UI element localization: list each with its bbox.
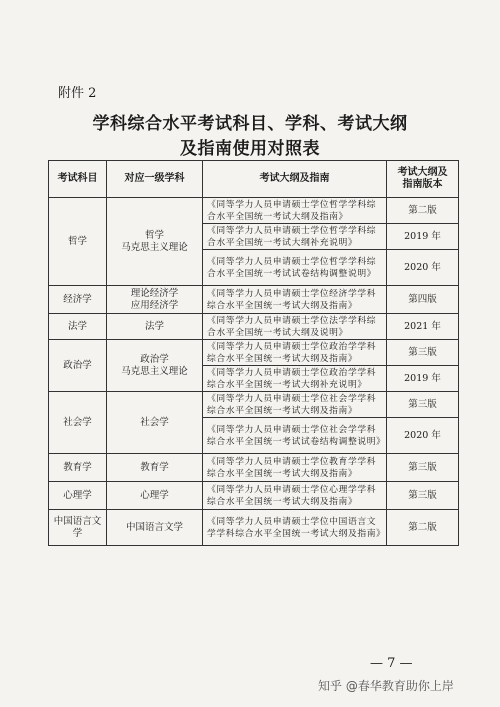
- table-row: [49, 392, 459, 418]
- version-cell: 2019 年: [387, 224, 459, 250]
- guide-cell: 《同等学力人员申请硕士学位哲学学科综合水平全国统一考试大纲及指南》: [203, 198, 387, 224]
- header-version-line2: 指南版本: [402, 179, 443, 190]
- subject-cell: 哲学: [49, 198, 107, 286]
- discipline-cell: [107, 314, 203, 340]
- subject-cell: 中国语言文学: [49, 510, 107, 546]
- discipline-name: 教育学: [140, 461, 169, 473]
- header-discipline: 对应一级学科: [107, 161, 203, 198]
- guide-cell: 《同等学力人员申请硕士学位经济学学科综合水平全国统一考试大纲及指南》: [203, 286, 387, 314]
- discipline-cell: [107, 340, 203, 392]
- table-row: [49, 286, 459, 314]
- version-cell: 第三版: [387, 392, 459, 418]
- header-guide: 考试大纲及指南: [203, 161, 387, 198]
- discipline-name: 心理学: [140, 489, 169, 501]
- subject-cell: 教育学: [49, 454, 107, 482]
- discipline-cell: [107, 198, 203, 286]
- header-version: [387, 161, 459, 198]
- discipline-cell: [107, 510, 203, 546]
- table-row: [49, 454, 459, 482]
- table-row: [49, 314, 459, 340]
- version-cell: 第二版: [387, 198, 459, 224]
- discipline-name: 应用经济学: [130, 299, 179, 311]
- header-version-line1: 考试大纲及: [397, 167, 448, 178]
- guide-cell: 《同等学力人员申请硕士学位政治学学科综合水平全国统一考试大纲补充说明》: [203, 366, 387, 392]
- table-row: [49, 510, 459, 546]
- document-title-line1: 学科综合水平考试科目、学科、考试大纲: [92, 114, 408, 134]
- discipline-name: 法学: [144, 320, 164, 332]
- discipline-cell: [107, 482, 203, 510]
- subject-cell: 社会学: [49, 392, 107, 454]
- subject-cell: 法学: [49, 314, 107, 340]
- discipline-cell: [107, 286, 203, 314]
- table-row: [49, 340, 459, 366]
- page-number: — 7 —: [370, 656, 413, 671]
- discipline-cell: [107, 454, 203, 482]
- version-cell: 第三版: [387, 340, 459, 366]
- subject-cell: 经济学: [49, 286, 107, 314]
- guide-cell: 《同等学力人员申请硕士学位中国语言文学学科综合水平全国统一考试大纲及指南》: [203, 510, 387, 546]
- guide-cell: 《同等学力人员申请硕士学位教育学学科综合水平全国统一考试大纲及指南》: [203, 454, 387, 482]
- discipline-name: 哲学: [144, 229, 164, 241]
- attachment-label: 附件 2: [58, 86, 97, 101]
- subject-cell: 政治学: [49, 340, 107, 392]
- watermark: 知乎 @春华教育助你上岸: [318, 679, 454, 693]
- discipline-name: 马克思主义理论: [121, 365, 188, 377]
- guide-cell: 《同等学力人员申请硕士学位心理学学科综合水平全国统一考试大纲及指南》: [203, 482, 387, 510]
- document-title-line2: 及指南使用对照表: [180, 139, 320, 159]
- guide-cell: 《同等学力人员申请硕士学位哲学学科综合水平全国统一考试大纲补充说明》: [203, 224, 387, 250]
- version-cell: 第四版: [387, 286, 459, 314]
- discipline-name: 政治学: [140, 353, 169, 365]
- version-cell: 2020 年: [387, 250, 459, 286]
- discipline-name: 社会学: [140, 416, 169, 428]
- header-subject: 考试科目: [49, 161, 107, 198]
- guide-cell: 《同等学力人员申请硕士学位哲学学科综合水平全国统一考试试卷结构调整说明》: [203, 250, 387, 286]
- table-header-row: [49, 161, 459, 198]
- version-cell: 第二版: [387, 510, 459, 546]
- guide-cell: 《同等学力人员申请硕士学位政治学学科综合水平全国统一考试大纲及指南》: [203, 340, 387, 366]
- discipline-cell: [107, 392, 203, 454]
- subject-cell: 心理学: [49, 482, 107, 510]
- discipline-name: 理论经济学: [130, 287, 179, 299]
- discipline-name: 马克思主义理论: [121, 241, 188, 253]
- exam-guide-table: [48, 160, 459, 546]
- guide-cell: 《同等学力人员申请硕士学位法学学科综合水平全国统一考试大纲及说明》: [203, 314, 387, 340]
- table-row: [49, 482, 459, 510]
- discipline-name: 中国语言文学: [125, 521, 183, 533]
- guide-cell: 《同等学力人员申请硕士学位社会学学科综合水平全国统一考试大纲及指南》: [203, 392, 387, 418]
- version-cell: 2019 年: [387, 366, 459, 392]
- guide-cell: 《同等学力人员申请硕士学位社会学学科综合水平全国统一考试试卷结构调整说明》: [203, 418, 387, 454]
- version-cell: 第三版: [387, 454, 459, 482]
- version-cell: 2020 年: [387, 418, 459, 454]
- version-cell: 2021 年: [387, 314, 459, 340]
- version-cell: 第三版: [387, 482, 459, 510]
- table-row: [49, 198, 459, 224]
